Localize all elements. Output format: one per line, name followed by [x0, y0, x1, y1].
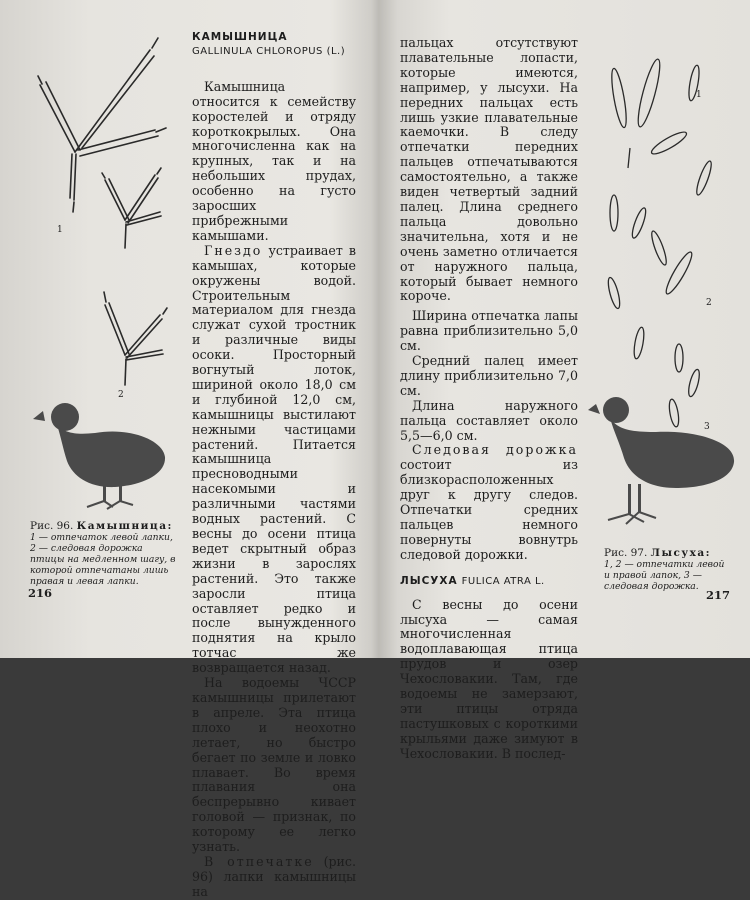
spaced-word: Следовая дорожка: [412, 442, 578, 458]
caption-title: Рис. 96.: [30, 520, 74, 532]
paragraph: [400, 443, 578, 562]
figure-97-footprints: [594, 38, 744, 438]
coot-silhouette: [596, 392, 746, 532]
paragraph: пальцах отсутствуют плавательные лопасти, которые имеются, например, у лысухи. На передних пальцах есть лишь узкие плавательные каемочки. В следу отпечатки передних пальцев отпечатываются самостоятельно, а также виден четвертый задний палец. Длина среднего пальца довольно значительна, хотя и не очень заметно отличается от наружного пальца, который бывает немного короче.: [400, 35, 578, 304]
figure-96-footprints: [30, 30, 205, 440]
paragraph: С весны до осени лысуха — самая многочисленная водоплавающая птица прудов и озер Чехословакии. Там, где водоемы не замерзают, эти птицы отряда пастушковых с короткими крыльями даже зимуют в Чехословакии. В послед-: [400, 596, 578, 761]
left-page: [0, 0, 374, 899]
caption-text: 1 — отпечаток левой лапки, 2 — следовая дорожка птицы на медленном шагу, в которой отпечатаны лишь правая и левая лапки.: [30, 532, 176, 587]
figure-97-caption: [604, 548, 732, 592]
species-heading-row: [400, 573, 578, 590]
coot-footprint-2: [606, 195, 695, 359]
figure-97-label-1: 1: [696, 90, 702, 100]
paragraph: Средний палец имеет длину приблизительно 7,0 см.: [400, 353, 578, 398]
left-text-column: [192, 30, 356, 900]
spaced-word: В отпечатке: [204, 853, 314, 869]
caption-title: Рис. 97.: [604, 547, 648, 559]
page-number-right: 217: [706, 588, 731, 602]
right-text-column: [400, 36, 578, 762]
paragraph: Камышница относится к семейству коростелей и отряду короткокрылых. Она многочисленна как на крупных, так и на небольших прудах, особенно на густо заросших прибрежными камышами.: [192, 78, 356, 243]
paragraph: [192, 244, 356, 676]
species-latin-moorhen: GALLINULA CHLOROPUS (L.): [192, 45, 346, 57]
caption-text: 1, 2 — отпечатки левой и правой лапок, 3 — следовая дорожка.: [604, 559, 725, 592]
paragraph-rest: (рис. 96) лапки камышницы на: [192, 853, 356, 899]
paragraph: Ширина отпечатка лапы равна приблизительно 5,0 см.: [400, 308, 578, 354]
species-latin-coot: FULICA ATRA L.: [461, 575, 545, 587]
paragraph: Длина наружного пальца составляет около 5,5—6,0 см.: [400, 397, 578, 443]
figure-97-label-3: 3: [704, 422, 710, 432]
figure-96-label-1: 1: [57, 225, 63, 235]
paragraph-rest: состоит из близкорасположенных друг к другу следов. Отпечатки средних пальцев немного повернуты вовнутрь следовой дорожки.: [400, 457, 578, 562]
species-heading-moorhen: КАМЫШНИЦА: [192, 31, 288, 43]
coot-footprint-1: [609, 58, 714, 197]
footprint-2b: [104, 292, 167, 385]
paragraph-rest: устраивает в камышах, которые окружены водой. Строительным материалом для гнезда служат сухой тростник и различные виды осоки. Просторный вогнутый лоток, шириной около 18,0 см и глубиной 12,0 см, камышницы выстилают нежными частицами растений. Питается камышница пресноводными насекомыми и различными частями водных растений. С весны до осени птица ведет скрытный образ жизни в зарослях растений. Это также заросли птица оставляет редко и после вынужденного поднятия на крыло тотчас же возвращается назад.: [192, 242, 356, 676]
spaced-word: Гнездо: [204, 242, 263, 258]
species-heading-coot: ЛЫСУХА: [400, 574, 458, 587]
paragraph: [192, 855, 356, 900]
figure-96-caption: [30, 521, 180, 587]
right-page: [376, 0, 750, 761]
caption-species: Лысуха:: [650, 547, 712, 559]
figure-96-label-2: 2: [118, 390, 124, 400]
moorhen-silhouette: [35, 395, 175, 515]
caption-species: Камышница:: [76, 520, 173, 532]
paragraph: На водоемы ЧССР камышницы прилетают в апреле. Эта птица плохо и неохотно летает, но быстро бегает по земле и ловко плавает. Во время плавания она беспрерывно кивает головой — признак, по которому ее легко узнать.: [192, 675, 356, 855]
page-number-left: 216: [28, 586, 53, 600]
footprint-2a: [102, 168, 161, 248]
figure-97-label-2: 2: [706, 298, 712, 308]
